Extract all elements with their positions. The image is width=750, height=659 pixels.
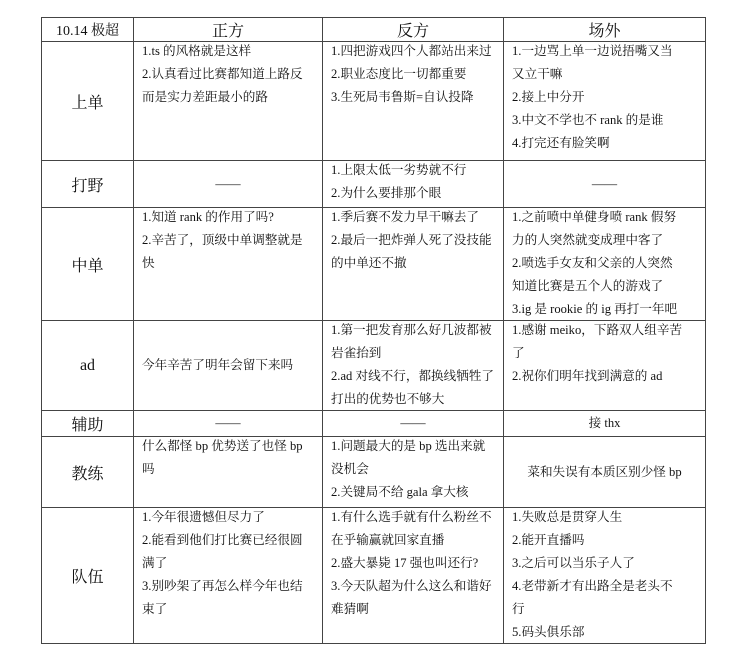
cell-line: 5.码头俱乐部	[512, 625, 585, 639]
cell-line: 什么都怪 bp 优势送了也怪 bp	[142, 439, 303, 453]
cell-top-outside	[504, 42, 706, 161]
cell-line: 3.之后可以当乐子人了	[512, 556, 635, 570]
cell-line: 2.职业态度比一切都重要	[331, 67, 467, 81]
cell-line: 1.一边骂上单一边说捂嘴又当	[512, 44, 673, 58]
comparison-table	[41, 17, 706, 644]
cell-line: 3.生死局韦鲁斯=自认投降	[331, 90, 474, 104]
cell-line: 2.能看到他们打比赛已经很圆	[142, 533, 303, 547]
cell-line: 吗	[142, 462, 155, 476]
cell-line: 2.最后一把炸弹人死了没技能	[331, 233, 492, 247]
cell-ad-pro	[134, 321, 323, 411]
cell-line: 行	[512, 602, 525, 616]
cell-line: 打出的优势也不够大	[331, 392, 445, 406]
cell-team-outside	[504, 508, 706, 644]
cell-line: 没机会	[331, 462, 369, 476]
cell-line: 1.ts 的风格就是这样	[142, 44, 252, 58]
cell-line: 3.ig 是 rookie 的 ig 再打一年吧	[512, 302, 678, 316]
cell-line: 在乎输赢就回家直播	[331, 533, 445, 547]
cell-line: 1.问题最大的是 bp 选出来就	[331, 439, 486, 453]
cell-support-con	[323, 411, 504, 437]
cell-line: 2.能开直播吗	[512, 533, 585, 547]
cell-line: 接 thx	[588, 416, 621, 430]
cell-line: 而是实力差距最小的路	[142, 90, 268, 104]
cell-team-pro	[134, 508, 323, 644]
cell-line: 今年辛苦了明年会留下来吗	[142, 358, 294, 372]
cell-line: 快	[142, 256, 155, 270]
row-label-coach: 教练	[42, 437, 134, 508]
cell-line: 1.之前喷中单健身喷 rank 假努	[512, 210, 677, 224]
cell-line: 又立干嘛	[512, 67, 563, 81]
cell-line: 了	[512, 346, 525, 360]
cell-line: 1.第一把发育那么好几波都被	[331, 323, 492, 337]
cell-line: 2.ad 对线不行，都换线牺牲了	[331, 369, 495, 383]
cell-line: 难猜啊	[331, 602, 369, 616]
cell-line: 2.喷选手女友和父亲的人突然	[512, 256, 673, 270]
cell-line: 1.失败总是贯穿人生	[512, 510, 623, 524]
row-label-ad: ad	[42, 321, 134, 411]
cell-coach-pro	[134, 437, 323, 508]
row-label-team: 队伍	[42, 508, 134, 644]
cell-support-outside	[504, 411, 706, 437]
cell-line: 力的人突然就变成理中客了	[512, 233, 664, 247]
cell-support-pro	[134, 411, 323, 437]
cell-line: 2.盛大暴毙 17 强也叫还行?	[331, 556, 479, 570]
cell-line: 1.有什么选手就有什么粉丝不	[331, 510, 492, 524]
cell-line: 4.打完还有脸笑啊	[512, 136, 610, 150]
cell-jungle-pro	[134, 161, 323, 208]
header-pro: 正方	[134, 18, 323, 42]
cell-line: 2.认真看过比赛都知道上路反	[142, 67, 303, 81]
row-label-jungle: 打野	[42, 161, 134, 208]
cell-line: 2.接上中分开	[512, 90, 585, 104]
cell-line: 1.今年很遗憾但尽力了	[142, 510, 265, 524]
row-label-top: 上单	[42, 42, 134, 161]
cell-mid-outside	[504, 208, 706, 321]
cell-line: 3.今天队超为什么这么和谐好	[331, 579, 492, 593]
cell-line: 满了	[142, 556, 168, 570]
cell-line: 菜和失误有本质区别少怪 bp	[527, 464, 682, 479]
cell-jungle-outside	[504, 161, 706, 208]
cell-line: 1.上限太低一劣势就不行	[331, 163, 467, 177]
cell-line: 3.别吵架了再怎么样今年也结	[142, 579, 303, 593]
cell-line: 2.辛苦了，顶级中单调整就是	[142, 233, 303, 247]
row-label-mid: 中单	[42, 208, 134, 321]
row-label-support: 辅助	[42, 411, 134, 437]
cell-coach-con	[323, 437, 504, 508]
cell-line: ——	[215, 416, 241, 430]
cell-ad-outside	[504, 321, 706, 411]
cell-line: 岩雀抬到	[331, 346, 382, 360]
cell-jungle-con	[323, 161, 504, 208]
cell-team-con	[323, 508, 504, 644]
cell-line: 1.知道 rank 的作用了吗?	[142, 210, 274, 224]
cell-line: 2.祝你们明年找到满意的 ad	[512, 369, 663, 383]
cell-top-pro	[134, 42, 323, 161]
cell-line: 4.老带新才有出路全是老头不	[512, 579, 673, 593]
cell-line: ——	[400, 416, 426, 430]
cell-line: 1.四把游戏四个人都站出来过	[331, 44, 492, 58]
cell-line: 1.感谢 meiko，下路双人组辛苦	[512, 323, 683, 337]
cell-line: 2.为什么要排那个眼	[331, 186, 442, 200]
cell-line: 的中单还不撤	[331, 256, 407, 270]
cell-line: 1.季后赛不发力早干嘛去了	[331, 210, 479, 224]
header-con: 反方	[323, 18, 504, 42]
header-outside: 场外	[504, 18, 706, 42]
cell-line: 2.关键局不给 gala 拿大核	[331, 485, 469, 499]
cell-line: ——	[591, 176, 618, 191]
cell-top-con	[323, 42, 504, 161]
header-corner: 10.14 极超	[42, 18, 134, 42]
cell-mid-pro	[134, 208, 323, 321]
cell-mid-con	[323, 208, 504, 321]
cell-ad-con	[323, 321, 504, 411]
cell-coach-outside	[504, 437, 706, 508]
cell-line: ——	[215, 176, 241, 191]
cell-line: 束了	[142, 602, 168, 616]
cell-line: 知道比赛是五个人的游戏了	[512, 279, 664, 293]
cell-line: 3.中文不学也不 rank 的是谁	[512, 113, 664, 127]
